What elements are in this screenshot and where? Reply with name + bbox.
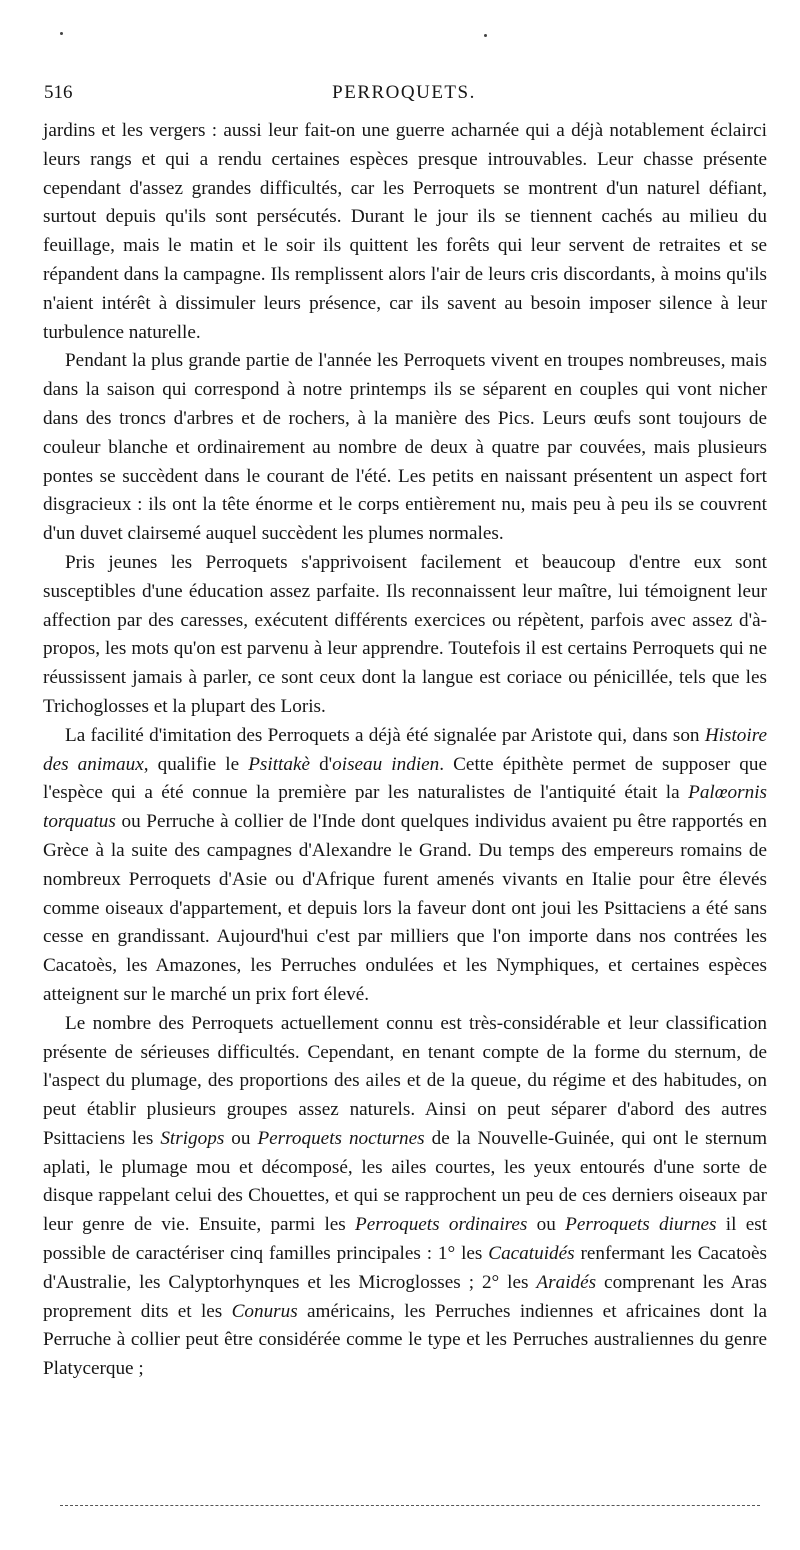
italic-term: Perroquets diurnes: [565, 1214, 717, 1236]
text-run: d': [310, 753, 333, 775]
text-run: jardins et les vergers : aussi leur fait-on une guerre acharnée qui a déjà notablement éclairci leurs rangs et qui a rendu certaines espèces presque introuvables. Leur chasse présente cependant d'assez grandes difficultés, car les Perroquets se montrent d'un naturel défiant, surtout depuis qu'ils sont persécutés. Durant le jour ils se tiennent cachés au milieu du feuillage, mais le matin et le soir ils quittent les forêts qui leur servent de retraites et se répandent dans la campagne. Ils remplissent alors l'air de leurs cris discordants, à moins qu'ils n'aient intérêt à dissimuler leurs présence, car ils savent au besoin imposer silence à leur turbulence naturelle.: [43, 120, 767, 343]
text-run: , qualifie le: [143, 753, 249, 775]
paragraph: [43, 722, 767, 1010]
text-run: ou: [224, 1127, 258, 1149]
text-run: Pris jeunes les Perroquets s'apprivoisent facilement et beaucoup d'entre eux sont susceptibles d'une éducation assez parfaite. Ils reconnaissent leur maître, lui témoignent leur affection par des caresses, exécutent différents exercices ou répètent, parfois avec assez d'à-propos, les mots qu'on est parvenu à leur apprendre. Toutefois il est certains Perroquets qui ne réussissent jamais à parler, ce sont ceux dont la langue est coriace ou pénicillée, tels que les Trichoglosses et la plupart des Loris.: [43, 551, 767, 717]
text-run: La facilité d'imitation des Perroquets a déjà été signalée par Aristote qui, dans son: [65, 724, 705, 746]
text-run: Pendant la plus grande partie de l'année les Perroquets vivent en troupes nombreuses, mais dans la saison qui correspond à notre printemps ils se séparent en couples qui vont nicher dans des troncs d'arbres et de rochers, à la manière des Pics. Leurs œufs sont toujours de couleur blanche et ordinairement au nombre de deux à quatre par couvées, mais plusieurs pontes se succèdent dans le courant de l'été. Les petits en naissant présentent un aspect fort disgracieux : ils ont la tête énorme et le corps entièrement nu, mais peu à peu ils se couvrent d'un duvet clairsemé auquel succèdent les plumes normales.: [43, 350, 767, 545]
text-run: . Cette épithète permet de supposer que l'espèce qui a été connue la première par les naturalistes de l'antiquité était la: [43, 753, 767, 804]
footer-rule: [60, 1505, 760, 1506]
paragraph: [43, 1010, 767, 1384]
text-run: comprenant les Aras proprement dits et les: [43, 1271, 767, 1322]
scan-speck: [60, 32, 63, 35]
page-number: 516: [44, 82, 73, 103]
running-title: PERROQUETS.: [332, 82, 476, 103]
italic-term: Cacatuidés: [488, 1243, 575, 1265]
italic-term: Araidés: [536, 1271, 597, 1293]
text-run: ou: [527, 1214, 566, 1236]
text-run: de la Nouvelle-Guinée, qui ont le sternum aplati, le plumage mou et décomposé, les ailes courtes, les yeux entourés d'une sorte de disque rappelant celui des Chouettes, et qui se rapprochent un peu de ces derniers oiseaux par leur genre de vie. Ensuite, parmi les: [43, 1127, 767, 1236]
paragraph: [43, 117, 767, 347]
italic-term: Psittakè: [248, 753, 311, 775]
text-run: ou Perruche à collier de l'Inde dont quelques individus avaient pu être rapportés en Grèce à la suite des campagnes d'Alexandre le Grand. Du temps des empereurs romains de nombreux Perroquets d'Asie ou d'Afrique furent amenés vivants en Italie pour être élevés comme oiseaux d'appartement, et depuis lors la faveur dont ont joui les Psittaciens a été sans cesse en grandissant. Aujourd'hui c'est par milliers que l'on importe dans nos contrées les Cacatoès, les Amazones, les Perruches ondulées et les Nymphiques, et certaines espèces atteignent sur le marché un prix fort élevé.: [43, 811, 767, 1005]
body-text: [43, 117, 767, 1384]
page-header: [44, 82, 764, 116]
italic-term: Palœornis torquatus: [43, 782, 767, 833]
paragraph: [43, 549, 767, 722]
italic-term: oiseau indien: [332, 753, 440, 775]
text-run: américains, les Perruches indiennes et africaines dont la Perruche à collier peut être considérée comme le type et les Perruches australiennes du genre Platycerque ;: [43, 1300, 768, 1380]
text-run: renfermant les Cacatoès d'Australie, les Calyptorhynques et les Microglosses ; 2° les: [43, 1243, 767, 1293]
italic-term: Strigops: [160, 1127, 225, 1149]
paragraph: [43, 347, 767, 549]
italic-term: Conurus: [231, 1300, 298, 1322]
text-run: Le nombre des Perroquets actuellement connu est très-considérable et leur classification présente de sérieuses difficultés. Cependant, en tenant compte de la forme du sternum, de l'aspect du plumage, des proportions des ailes et de la queue, du régime et des habitudes, on peut établir plusieurs groupes assez naturels. Ainsi on peut séparer d'abord des autres Psittaciens les: [43, 1012, 767, 1149]
italic-term: Perroquets ordinaires: [355, 1214, 528, 1236]
scan-speck: [484, 34, 487, 37]
italic-term: Perroquets nocturnes: [257, 1127, 425, 1149]
text-run: il est possible de caractériser cinq familles principales : 1° les: [43, 1214, 768, 1265]
italic-term: Histoire des animaux: [43, 724, 767, 775]
